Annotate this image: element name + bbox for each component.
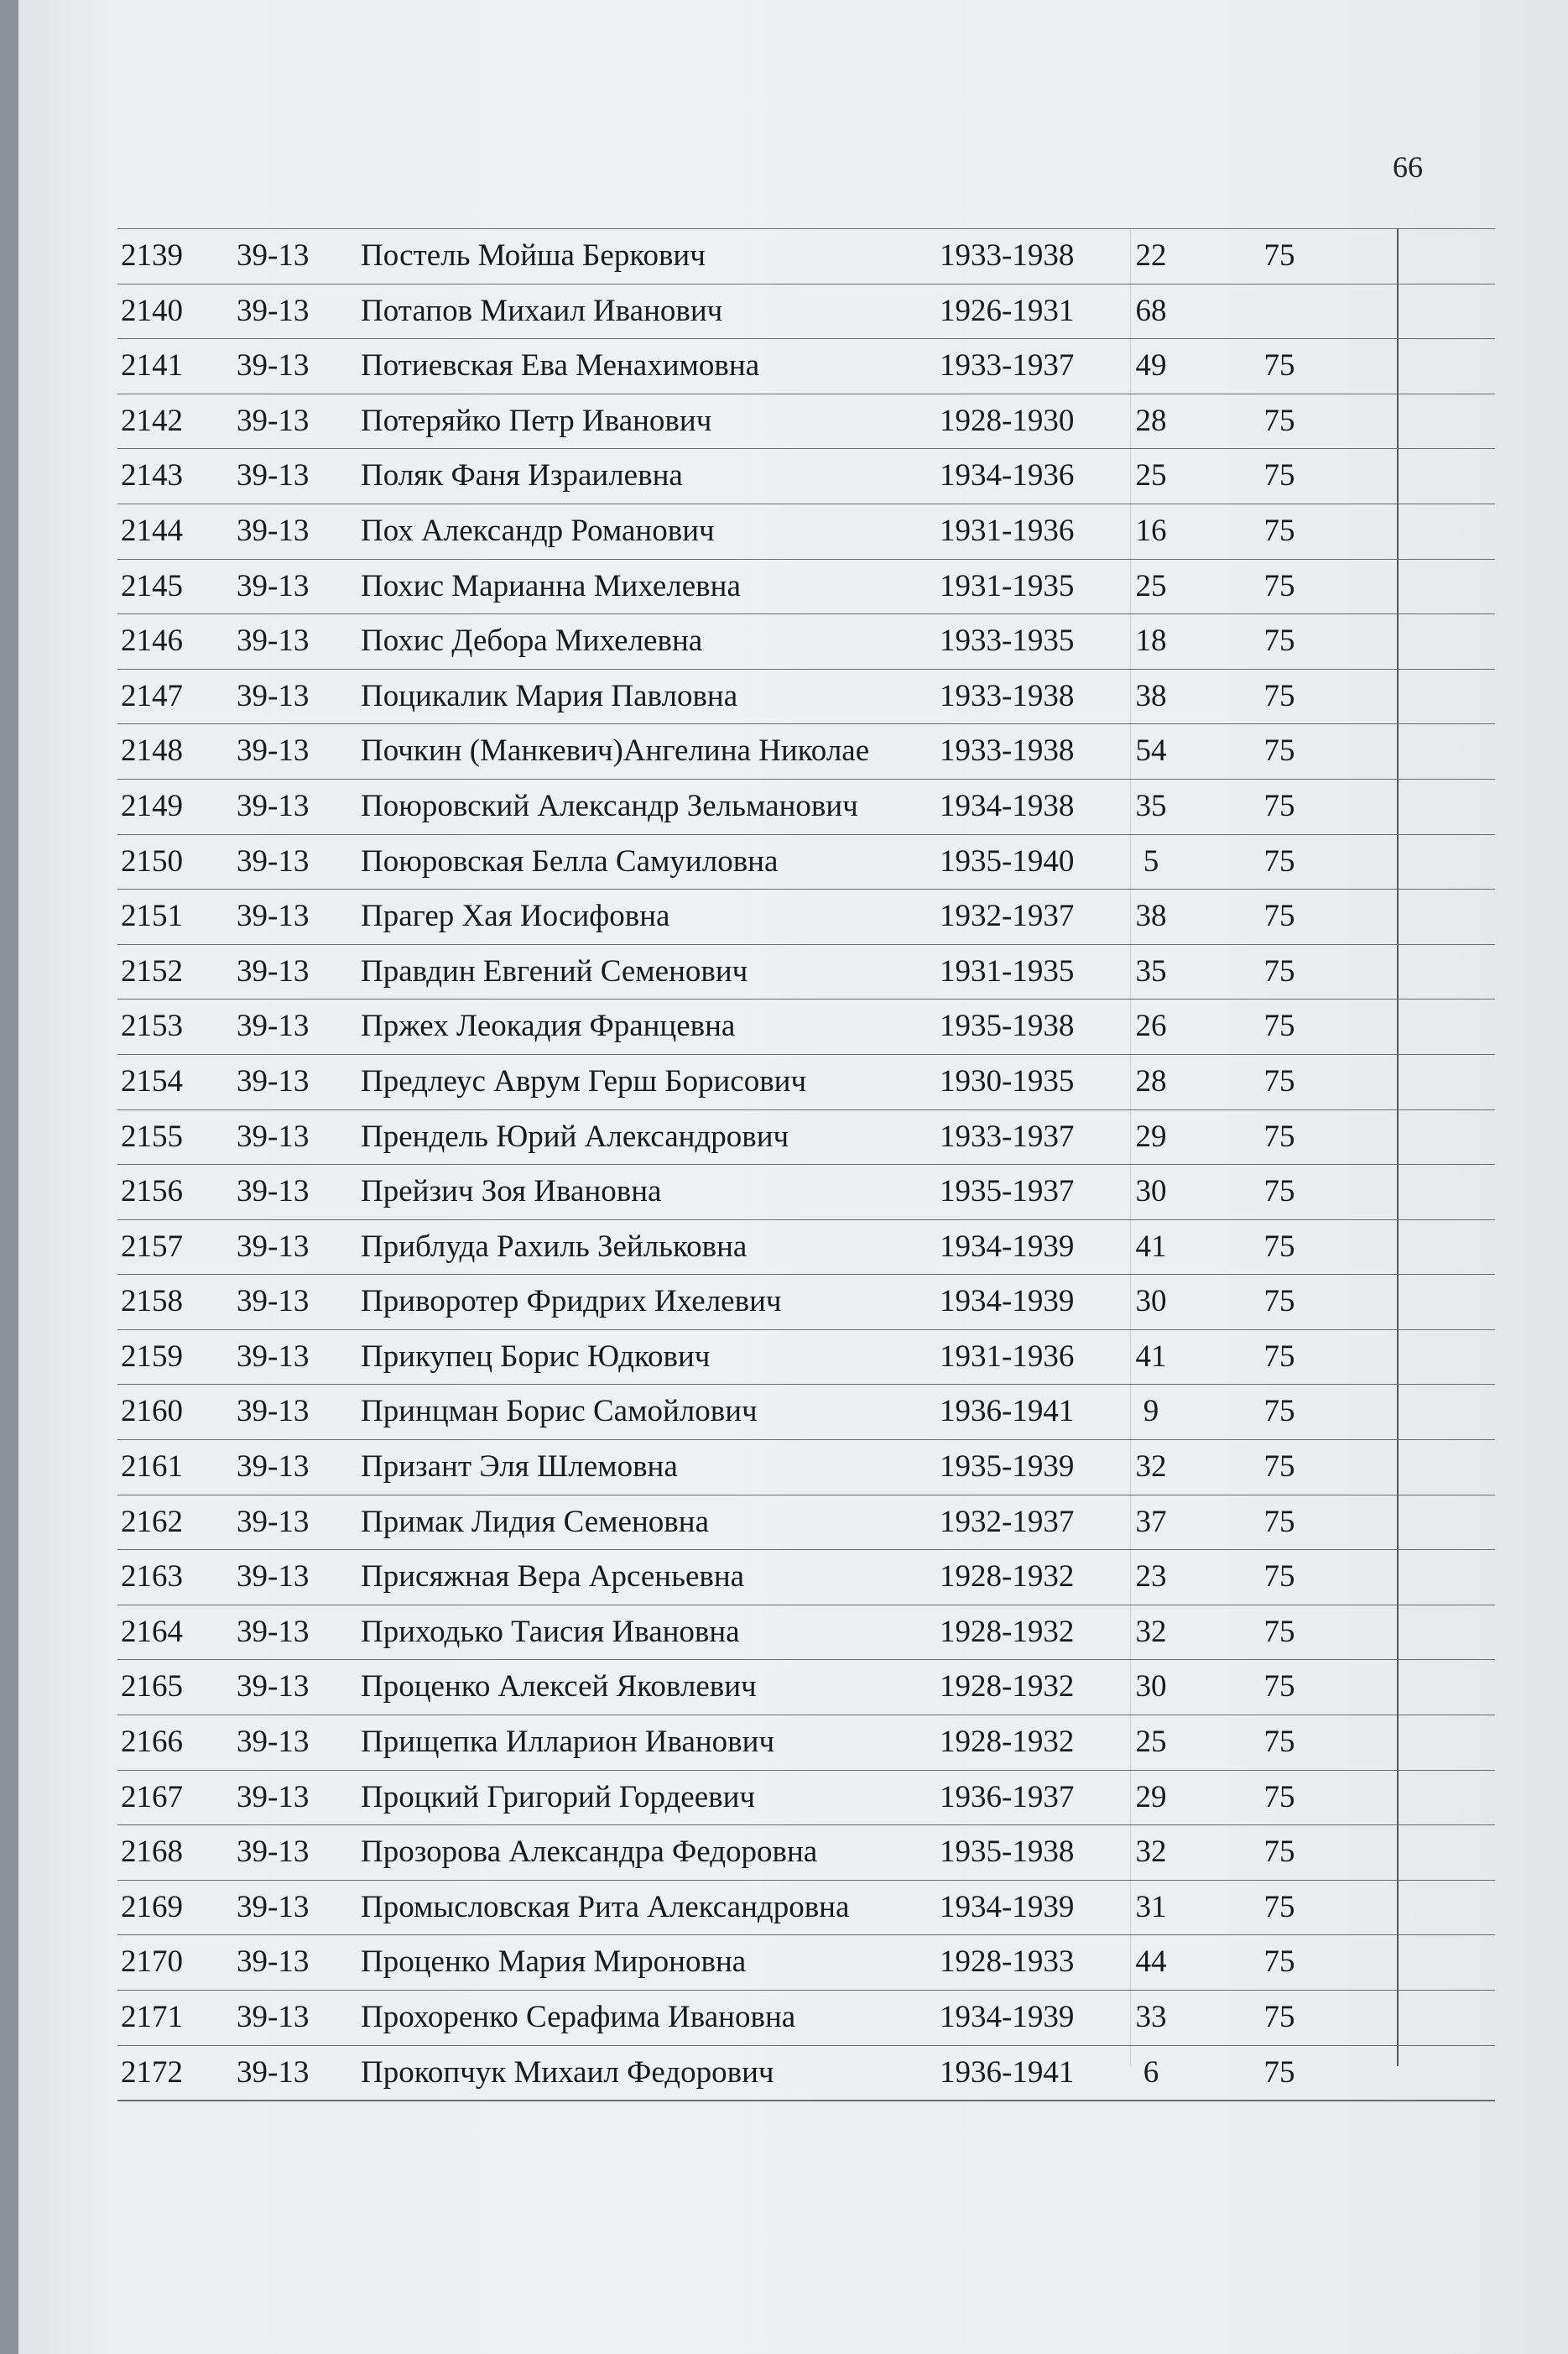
fond-code: 39-13	[237, 899, 310, 934]
date-range: 1931-1935	[940, 568, 1075, 603]
date-range: 1934-1939	[940, 2000, 1075, 2034]
person-name: Проценко Мария Мироновна	[361, 1944, 747, 1980]
record-number: 2160	[121, 1394, 183, 1429]
record-number: 2158	[121, 1284, 183, 1319]
fond-code: 39-13	[237, 678, 310, 713]
person-name: Почкин (Манкевич)Ангелина Николае	[361, 733, 870, 769]
record-number: 2150	[121, 843, 183, 879]
sheet-count: 38	[1135, 899, 1167, 934]
date-range: 1936-1941	[940, 2054, 1075, 2090]
table-row	[117, 1164, 1495, 1219]
storage-code: 75	[1263, 678, 1295, 713]
record-number: 2144	[121, 513, 183, 548]
storage-code: 75	[1263, 953, 1295, 989]
fond-code: 39-13	[237, 293, 310, 328]
storage-code: 75	[1263, 788, 1295, 823]
date-range: 1931-1936	[940, 513, 1075, 548]
storage-code: 75	[1263, 513, 1295, 548]
record-number: 2146	[121, 624, 183, 659]
storage-code: 75	[1263, 458, 1295, 493]
date-range: 1933-1935	[940, 624, 1075, 659]
storage-code: 75	[1263, 348, 1295, 384]
register-table	[117, 228, 1495, 2101]
person-name: Пржех Леокадия Францевна	[361, 1009, 736, 1044]
table-row	[117, 779, 1495, 834]
table-row	[117, 944, 1495, 1000]
person-name: Похис Марианна Михелевна	[361, 568, 741, 603]
record-number: 2142	[121, 403, 183, 438]
date-range: 1934-1939	[940, 1229, 1075, 1264]
record-number: 2161	[121, 1449, 183, 1485]
page-number: 66	[1393, 150, 1423, 184]
record-number: 2140	[121, 293, 183, 328]
person-name: Прохоренко Серафима Ивановна	[361, 2000, 796, 2034]
person-name: Прендель Юрий Александрович	[361, 1119, 789, 1154]
table-row	[117, 1549, 1495, 1605]
date-range: 1936-1941	[940, 1394, 1075, 1429]
person-name: Предлеус Аврум Герш Борисович	[361, 1063, 807, 1099]
storage-code: 75	[1263, 568, 1295, 603]
record-number: 2157	[121, 1229, 183, 1264]
storage-code: 75	[1263, 1394, 1295, 1429]
sheet-count: 30	[1135, 1284, 1167, 1319]
fond-code: 39-13	[237, 1614, 310, 1649]
sheet-count: 25	[1135, 568, 1167, 603]
fond-code: 39-13	[237, 348, 310, 384]
sheet-count: 35	[1135, 953, 1167, 989]
sheet-count: 30	[1135, 1174, 1167, 1209]
date-range: 1935-1938	[940, 1835, 1075, 1870]
fond-code: 39-13	[237, 1119, 310, 1154]
person-name: Прагер Хая Иосифовна	[361, 899, 670, 934]
person-name: Поюровская Белла Самуиловна	[361, 843, 779, 879]
storage-code: 75	[1263, 1119, 1295, 1154]
table-row	[117, 613, 1495, 669]
sheet-count: 35	[1135, 788, 1167, 823]
date-range: 1933-1938	[940, 238, 1075, 273]
fond-code: 39-13	[237, 624, 310, 659]
person-name: Примак Лидия Семеновна	[361, 1504, 710, 1539]
table-row	[117, 669, 1495, 724]
fond-code: 39-13	[237, 1944, 310, 1980]
sheet-count: 68	[1135, 293, 1167, 328]
fond-code: 39-13	[237, 1669, 310, 1704]
sheet-count: 30	[1135, 1669, 1167, 1704]
person-name: Приблуда Рахиль Зейльковна	[361, 1229, 748, 1264]
person-name: Потеряйко Петр Иванович	[361, 403, 712, 438]
date-range: 1933-1938	[940, 733, 1075, 769]
person-name: Прейзич Зоя Ивановна	[361, 1174, 662, 1209]
sheet-count: 28	[1135, 403, 1167, 438]
person-name: Прозорова Александра Федоровна	[361, 1835, 818, 1870]
sheet-count: 9	[1143, 1394, 1159, 1429]
record-number: 2168	[121, 1835, 183, 1870]
sheet-count: 6	[1143, 2054, 1159, 2090]
sheet-count: 26	[1135, 1009, 1167, 1044]
table-row	[117, 559, 1495, 614]
date-range: 1934-1939	[940, 1284, 1075, 1319]
sheet-count: 33	[1135, 2000, 1167, 2034]
storage-code: 75	[1263, 1449, 1295, 1485]
table-row	[117, 1715, 1495, 1770]
storage-code: 75	[1263, 403, 1295, 438]
person-name: Поцикалик Мария Павловна	[361, 678, 738, 713]
sheet-count: 22	[1135, 238, 1167, 273]
storage-code: 75	[1263, 899, 1295, 934]
person-name: Принцман Борис Самойлович	[361, 1394, 758, 1429]
table-row	[117, 394, 1495, 449]
person-name: Процкий Григорий Гордеевич	[361, 1779, 756, 1814]
sheet-count: 16	[1135, 513, 1167, 548]
fond-code: 39-13	[237, 843, 310, 879]
record-number: 2151	[121, 899, 183, 934]
sheet-count: 37	[1135, 1504, 1167, 1539]
date-range: 1931-1936	[940, 1339, 1075, 1374]
table-row	[117, 448, 1495, 504]
fond-code: 39-13	[237, 1504, 310, 1539]
fond-code: 39-13	[237, 238, 310, 273]
fond-code: 39-13	[237, 513, 310, 548]
fond-code: 39-13	[237, 1725, 310, 1760]
date-range: 1935-1938	[940, 1009, 1075, 1044]
record-number: 2141	[121, 348, 183, 384]
person-name: Прокопчук Михаил Федорович	[361, 2054, 774, 2090]
fond-code: 39-13	[237, 1284, 310, 1319]
person-name: Потапов Михаил Иванович	[361, 293, 723, 328]
fond-code: 39-13	[237, 733, 310, 769]
sheet-count: 5	[1143, 843, 1159, 879]
storage-code: 75	[1263, 624, 1295, 659]
person-name: Приходько Таисия Ивановна	[361, 1614, 740, 1649]
sheet-count: 49	[1135, 348, 1167, 384]
date-range: 1926-1931	[940, 293, 1075, 328]
storage-code: 75	[1263, 1284, 1295, 1319]
storage-code: 75	[1263, 1559, 1295, 1595]
fond-code: 39-13	[237, 1835, 310, 1870]
date-range: 1934-1939	[940, 1889, 1075, 1924]
sheet-count: 32	[1135, 1835, 1167, 1870]
sheet-count: 44	[1135, 1944, 1167, 1980]
date-range: 1933-1937	[940, 348, 1075, 384]
record-number: 2172	[121, 2054, 183, 2090]
table-row	[117, 723, 1495, 779]
record-number: 2162	[121, 1504, 183, 1539]
table-row	[117, 1274, 1495, 1329]
table-row	[117, 1384, 1495, 1439]
fond-code: 39-13	[237, 2000, 310, 2034]
date-range: 1934-1938	[940, 788, 1075, 823]
table-row	[117, 834, 1495, 890]
person-name: Потиевская Ева Менахимовна	[361, 348, 760, 384]
date-range: 1935-1940	[940, 843, 1075, 879]
person-name: Проценко Алексей Яковлевич	[361, 1669, 757, 1704]
sheet-count: 29	[1135, 1119, 1167, 1154]
date-range: 1932-1937	[940, 899, 1075, 934]
person-name: Поляк Фаня Израилевна	[361, 458, 683, 493]
fond-code: 39-13	[237, 1009, 310, 1044]
table-row	[117, 1605, 1495, 1660]
table-row	[117, 228, 1495, 284]
storage-code: 75	[1263, 2000, 1295, 2034]
table-row	[117, 1880, 1495, 1935]
fond-code: 39-13	[237, 403, 310, 438]
date-range: 1936-1937	[940, 1779, 1075, 1814]
storage-code: 75	[1263, 1504, 1295, 1539]
storage-code: 75	[1263, 843, 1295, 879]
date-range: 1932-1937	[940, 1504, 1075, 1539]
sheet-count: 41	[1135, 1339, 1167, 1374]
sheet-count: 23	[1135, 1559, 1167, 1595]
record-number: 2154	[121, 1063, 183, 1099]
fond-code: 39-13	[237, 458, 310, 493]
sheet-count: 31	[1135, 1889, 1167, 1924]
date-range: 1930-1935	[940, 1063, 1075, 1099]
storage-code: 75	[1263, 1779, 1295, 1814]
sheet-count: 25	[1135, 1725, 1167, 1760]
table-row	[117, 1054, 1495, 1109]
sheet-count: 54	[1135, 733, 1167, 769]
record-number: 2163	[121, 1559, 183, 1595]
storage-code: 75	[1263, 1009, 1295, 1044]
record-number: 2169	[121, 1889, 183, 1924]
date-range: 1928-1932	[940, 1669, 1075, 1704]
record-number: 2155	[121, 1119, 183, 1154]
fond-code: 39-13	[237, 1339, 310, 1374]
storage-code: 75	[1263, 238, 1295, 273]
storage-code: 75	[1263, 1339, 1295, 1374]
storage-code: 75	[1263, 1725, 1295, 1760]
table-row	[117, 504, 1495, 559]
record-number: 2147	[121, 678, 183, 713]
person-name: Приворотер Фридрих Ихелевич	[361, 1284, 782, 1319]
date-range: 1928-1933	[940, 1944, 1075, 1980]
date-range: 1928-1930	[940, 403, 1075, 438]
fond-code: 39-13	[237, 1889, 310, 1924]
storage-code: 75	[1263, 1835, 1295, 1870]
date-range: 1928-1932	[940, 1614, 1075, 1649]
record-number: 2164	[121, 1614, 183, 1649]
record-number: 2165	[121, 1669, 183, 1704]
fond-code: 39-13	[237, 1229, 310, 1264]
table-row	[117, 1824, 1495, 1880]
table-row	[117, 1219, 1495, 1275]
sheet-count: 41	[1135, 1229, 1167, 1264]
date-range: 1928-1932	[940, 1725, 1075, 1760]
table-row	[117, 2045, 1495, 2102]
sheet-count: 38	[1135, 678, 1167, 713]
record-number: 2166	[121, 1725, 183, 1760]
fond-code: 39-13	[237, 1779, 310, 1814]
sheet-count: 25	[1135, 458, 1167, 493]
table-row	[117, 1495, 1495, 1550]
record-number: 2156	[121, 1174, 183, 1209]
date-range: 1935-1937	[940, 1174, 1075, 1209]
person-name: Прикупец Борис Юдкович	[361, 1339, 711, 1374]
fond-code: 39-13	[237, 1063, 310, 1099]
record-number: 2143	[121, 458, 183, 493]
fond-code: 39-13	[237, 1559, 310, 1595]
sheet-count: 32	[1135, 1614, 1167, 1649]
person-name: Правдин Евгений Семенович	[361, 953, 748, 989]
table-row	[117, 1109, 1495, 1165]
person-name: Присяжная Вера Арсеньевна	[361, 1559, 745, 1595]
date-range: 1928-1932	[940, 1559, 1075, 1595]
record-number: 2167	[121, 1779, 183, 1814]
date-range: 1931-1935	[940, 953, 1075, 989]
storage-code: 75	[1263, 2054, 1295, 2090]
storage-code: 75	[1263, 1944, 1295, 1980]
storage-code: 75	[1263, 1669, 1295, 1704]
person-name: Пох Александр Романович	[361, 513, 715, 548]
storage-code: 75	[1263, 1229, 1295, 1264]
person-name: Призант Эля Шлемовна	[361, 1449, 678, 1485]
record-number: 2139	[121, 238, 183, 273]
record-number: 2149	[121, 788, 183, 823]
sheet-count: 32	[1135, 1449, 1167, 1485]
table-row	[117, 1990, 1495, 2045]
record-number: 2152	[121, 953, 183, 989]
record-number: 2148	[121, 733, 183, 769]
table-row	[117, 1934, 1495, 1990]
record-number: 2145	[121, 568, 183, 603]
fond-code: 39-13	[237, 1174, 310, 1209]
date-range: 1935-1939	[940, 1449, 1075, 1485]
person-name: Прищепка Илларион Иванович	[361, 1725, 775, 1760]
sheet-count: 28	[1135, 1063, 1167, 1099]
storage-code: 75	[1263, 733, 1295, 769]
date-range: 1934-1936	[940, 458, 1075, 493]
table-row	[117, 338, 1495, 394]
fond-code: 39-13	[237, 788, 310, 823]
person-name: Поюровский Александр Зельманович	[361, 788, 858, 823]
record-number: 2159	[121, 1339, 183, 1374]
date-range: 1933-1937	[940, 1119, 1075, 1154]
fond-code: 39-13	[237, 2054, 310, 2090]
fond-code: 39-13	[237, 1449, 310, 1485]
storage-code: 75	[1263, 1063, 1295, 1099]
fond-code: 39-13	[237, 1394, 310, 1429]
table-row	[117, 284, 1495, 339]
table-row	[117, 1770, 1495, 1825]
record-number: 2171	[121, 2000, 183, 2034]
storage-code: 75	[1263, 1614, 1295, 1649]
sheet-count: 29	[1135, 1779, 1167, 1814]
record-number: 2153	[121, 1009, 183, 1044]
record-number: 2170	[121, 1944, 183, 1980]
fond-code: 39-13	[237, 568, 310, 603]
table-row	[117, 999, 1495, 1054]
person-name: Похис Дебора Михелевна	[361, 624, 703, 659]
table-row	[117, 1659, 1495, 1715]
sheet-count: 18	[1135, 624, 1167, 659]
date-range: 1933-1938	[940, 678, 1075, 713]
table-row	[117, 889, 1495, 944]
person-name: Промысловская Рита Александровна	[361, 1889, 850, 1924]
person-name: Постель Мойша Беркович	[361, 238, 706, 273]
table-row	[117, 1439, 1495, 1495]
table-row	[117, 1329, 1495, 1385]
fond-code: 39-13	[237, 953, 310, 989]
storage-code: 75	[1263, 1889, 1295, 1924]
storage-code: 75	[1263, 1174, 1295, 1209]
